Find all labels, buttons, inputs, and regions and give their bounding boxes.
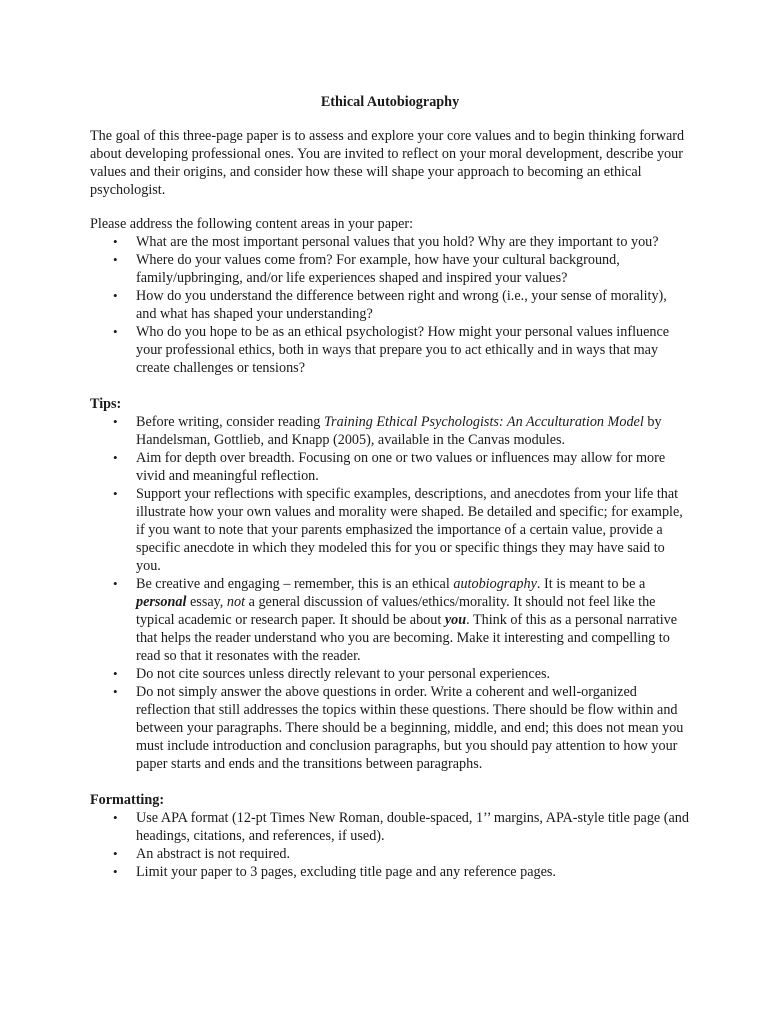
tips-list [90, 413, 690, 773]
formatting-text: An abstract is not required. [136, 846, 291, 862]
bullet-icon: • [113, 234, 118, 249]
tip-text: Aim for depth over breadth. Focusing on one or two values or influences may allow for more vivid and meaningful reflection. [136, 450, 666, 484]
list-item [90, 683, 690, 773]
emphasis-text: not [226, 594, 246, 610]
bullet-icon: • [113, 684, 118, 699]
list-item [90, 863, 690, 881]
list-item [90, 233, 690, 251]
bullet-icon: • [113, 810, 118, 825]
bullet-icon: • [113, 846, 118, 861]
tip-text: Before writing, consider reading [136, 414, 324, 430]
emphasis-text: you [444, 612, 467, 628]
tip-text: Be creative and engaging – remember, this is an ethical [136, 576, 454, 592]
intro-paragraph: The goal of this three-page paper is to assess and explore your core values and to begin thinking forward about developing professional ones. You are invited to reflect on your moral development, describe your values and their origins, and consider how these will shape your approach to becoming an ethical psychologist. [90, 128, 685, 198]
bullet-icon: • [113, 576, 118, 591]
list-item [90, 449, 690, 485]
formatting-list [90, 809, 690, 881]
list-item-text: What are the most important personal values that you hold? Why are they important to you? [136, 234, 659, 250]
document-title: Ethical Autobiography [320, 94, 460, 110]
content-areas-lead: Please address the following content areas in your paper: [90, 216, 414, 232]
list-item [90, 845, 690, 863]
bullet-icon: • [113, 288, 118, 303]
tip-text: Support your reflections with specific examples, descriptions, and anecdotes from your life that illustrate how your own values and morality were shaped. Be detailed and specific; for example, if you want to note that your parents emphasized the importance of a certain value, provide a specific anecdote in which they modeled this for you or specific things they may have said to you. [136, 486, 683, 574]
bullet-icon: • [113, 324, 118, 339]
list-item [90, 287, 690, 323]
bullet-icon: • [113, 864, 118, 879]
content-areas-list [90, 233, 690, 377]
document-page [90, 93, 690, 881]
list-item [90, 485, 690, 575]
tip-text: Do not simply answer the above questions in order. Write a coherent and well-organized reflection that still addresses the topics within these questions. There should be flow within and between your paragraphs. There should be a beginning, middle, and end; this does not mean you must include introduction and conclusion paragraphs, but you should pay attention to how your paper starts and ends and the transitions between paragraphs. [136, 684, 684, 772]
formatting-text: Use APA format (12-pt Times New Roman, double-spaced, 1’’ margins, APA-style title page (and headings, citations, and references, if used). [136, 810, 689, 844]
list-item [90, 575, 690, 665]
bullet-icon: • [113, 252, 118, 267]
tip-text: by Handelsman, Gottlieb, and Knapp (2005), available in the Canvas modules. [136, 414, 662, 448]
list-item-text: Where do your values come from? For example, how have your cultural background, family/upbringing, and/or life experiences shaped and inspired your values? [136, 252, 620, 286]
tip-text: a general discussion of values/ethics/morality. It should not feel like the typical academic or research paper. It should be about [136, 594, 656, 628]
list-item [90, 323, 690, 377]
list-item-text: Who do you hope to be as an ethical psychologist? How might your personal values influence your professional ethics, both in ways that prepare you to act ethically and in ways that may create challenges or tensions? [136, 324, 670, 376]
bullet-icon: • [113, 666, 118, 681]
tip-text: . Think of this as a personal narrative that helps the reader understand who you are becoming. Make it interesting and compelling to read so that it resonates with the reader. [136, 612, 678, 664]
formatting-text: Limit your paper to 3 pages, excluding title page and any reference pages. [136, 864, 556, 880]
formatting-section [90, 791, 690, 881]
list-item [90, 413, 690, 449]
tips-section [90, 395, 690, 773]
bullet-icon: • [113, 450, 118, 465]
list-item [90, 251, 690, 287]
bullet-icon: • [113, 486, 118, 501]
emphasis-text: personal [136, 594, 187, 610]
tips-heading: Tips: [90, 396, 122, 412]
list-item [90, 809, 690, 845]
emphasis-text: autobiography [453, 576, 537, 592]
book-title: Training Ethical Psychologists: An Acculturation Model [323, 414, 644, 430]
list-item-text: How do you understand the difference between right and wrong (i.e., your sense of morality), and what has shaped your understanding? [136, 288, 667, 322]
tip-text: Do not cite sources unless directly relevant to your personal experiences. [136, 666, 551, 682]
tip-text: . It is meant to be a [536, 576, 646, 592]
formatting-heading: Formatting: [90, 792, 165, 808]
list-item [90, 665, 690, 683]
bullet-icon: • [113, 414, 118, 429]
tip-text: essay, [186, 594, 227, 610]
